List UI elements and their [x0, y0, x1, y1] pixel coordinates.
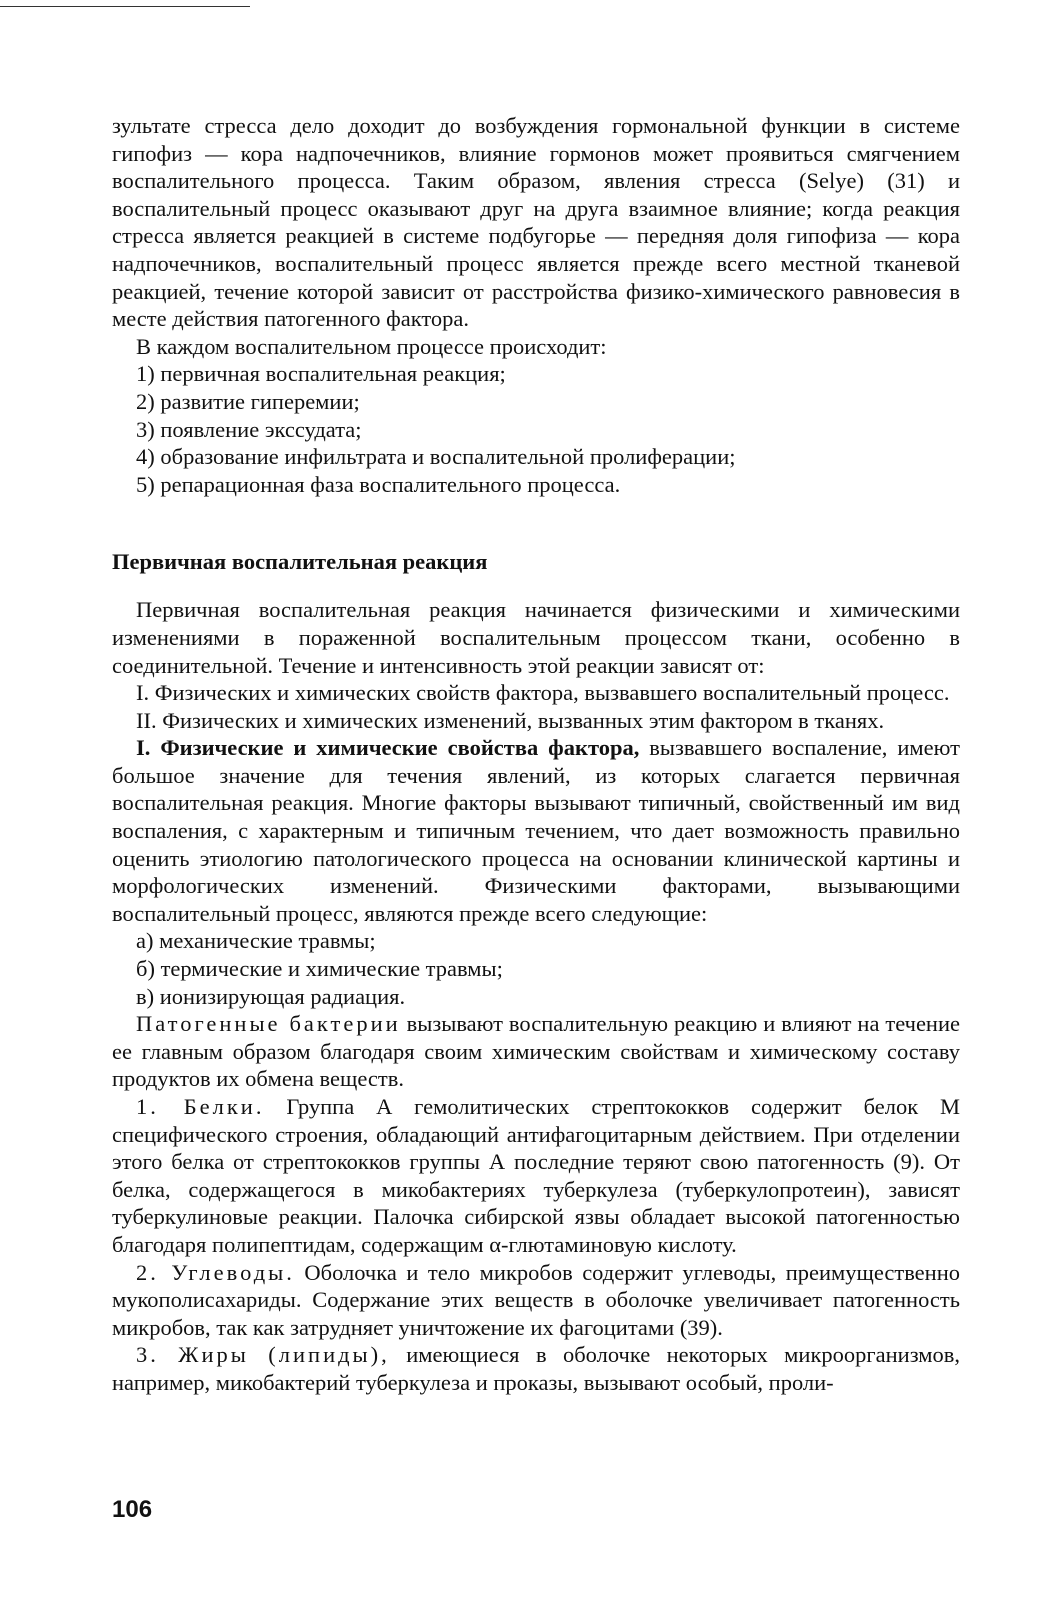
stage-item: 5) репарационная фаза воспалительного процесса.	[136, 471, 621, 497]
physical-factor-item: а) механические травмы;	[136, 928, 376, 954]
carbs-paragraph	[112, 1259, 960, 1342]
lipids-paragraph	[112, 1341, 960, 1396]
factor-item-1: I. Физических и химических свойств фактора, вызвавшего воспалительный процесс.	[136, 680, 950, 706]
physical-factor-item: б) термические и химические травмы;	[136, 956, 503, 982]
physical-factor-item: в) ионизирующая радиация.	[136, 983, 406, 1009]
subsection-lead: I. Физические и химические свойства фактора,	[136, 735, 640, 761]
stage-item: 3) появление экссудата;	[136, 416, 362, 442]
bacteria-lead: Патогенные бактерии	[136, 1011, 401, 1037]
subsection-text: вызвавшего воспаление, имеют большое значение для течения явлений, из которых слагается первичная воспалительная реакция. Многие факторы вызывают типичный, свойственный им вид воспаления, с характерным и типичным течением, что дает возможность правильно оценить этиологию патологического процесса на основании клинической картины и морфологических изменений. Физическими факторами, вызывающими воспалительный процесс, являются прежде всего следующие:	[112, 735, 960, 926]
carbs-lead: 2. Углеводы.	[136, 1259, 295, 1285]
page-body	[112, 112, 960, 1397]
stage-item: 4) образование инфильтрата и воспалительной пролиферации;	[136, 444, 736, 470]
lipids-text: имеющиеся в оболочке некоторых микроорганизмов, например, микобактерий туберкулеза и проказы, вызывают особый, проли-	[112, 1342, 960, 1395]
section-heading: Первичная воспалительная реакция	[112, 549, 488, 575]
stages-intro: В каждом воспалительном процессе происходит:	[136, 333, 607, 359]
section-paragraph: Первичная воспалительная реакция начинается физическими и химическими изменениями в пораженной воспалительным процессом ткани, особенно в соединительной. Течение и интенсивность этой реакции зависят от:	[112, 597, 960, 678]
proteins-text: Группа А гемолитических стрептококков содержит белок М специфического строения, обладающий антифагоцитарным действием. При отделении этого белка от стрептококков группы А последние теряют свою патогенность (9). От белка, содержащегося в микобактериях туберкулеза (туберкулопротеин), зависят туберкулиновые реакции. Палочка сибирской язвы обладает высокой патогенностью благодаря полипептидам, содержащим α-глютаминовую кислоту.	[112, 1094, 960, 1257]
carbs-text: Оболочка и тело микробов содержит углеводы, преимущественно мукополисахариды. Содержание этих веществ в оболочке увеличивает патогенность микробов, так как затрудняет уничтожение их фагоцитами (39).	[112, 1259, 960, 1340]
subsection-paragraph	[112, 734, 960, 927]
stage-item: 1) первичная воспалительная реакция;	[136, 361, 506, 387]
bacteria-text: вызывают воспалительную реакцию и влияют на течение ее главным образом благодаря своим химическим свойствам и химическому составу продуктов их обмена веществ.	[112, 1011, 960, 1092]
lipids-lead: 3. Жиры (липиды),	[136, 1342, 390, 1368]
stage-item: 2) развитие гиперемии;	[136, 388, 360, 414]
top-rule	[0, 6, 250, 7]
factor-item-2: II. Физических и химических изменений, вызванных этим фактором в тканях.	[136, 707, 885, 733]
stages-list	[112, 360, 960, 498]
physical-factors-list	[112, 927, 960, 1010]
proteins-lead: 1. Белки.	[136, 1094, 265, 1119]
paragraph-stress: зультате стресса дело доходит до возбуждения гормональной функции в системе гипофиз — кора надпочечников, влияние гормонов может проявиться смягчением воспалительного процесса. Таким образом, явления стресса (Selye) (31) и воспалительный процесс оказывают друг на друга взаимное влияние; когда реакция стресса является реакцией в системе подбугорье — передняя доля гипофиза — кора надпочечников, воспалительный процесс является прежде всего местной тканевой реакцией, течение которой зависит от расстройства физико-химического равновесия в месте действия патогенного фактора.	[112, 113, 960, 332]
bacteria-paragraph	[112, 1010, 960, 1093]
page-number: 106	[112, 1496, 153, 1523]
proteins-paragraph	[112, 1093, 960, 1259]
